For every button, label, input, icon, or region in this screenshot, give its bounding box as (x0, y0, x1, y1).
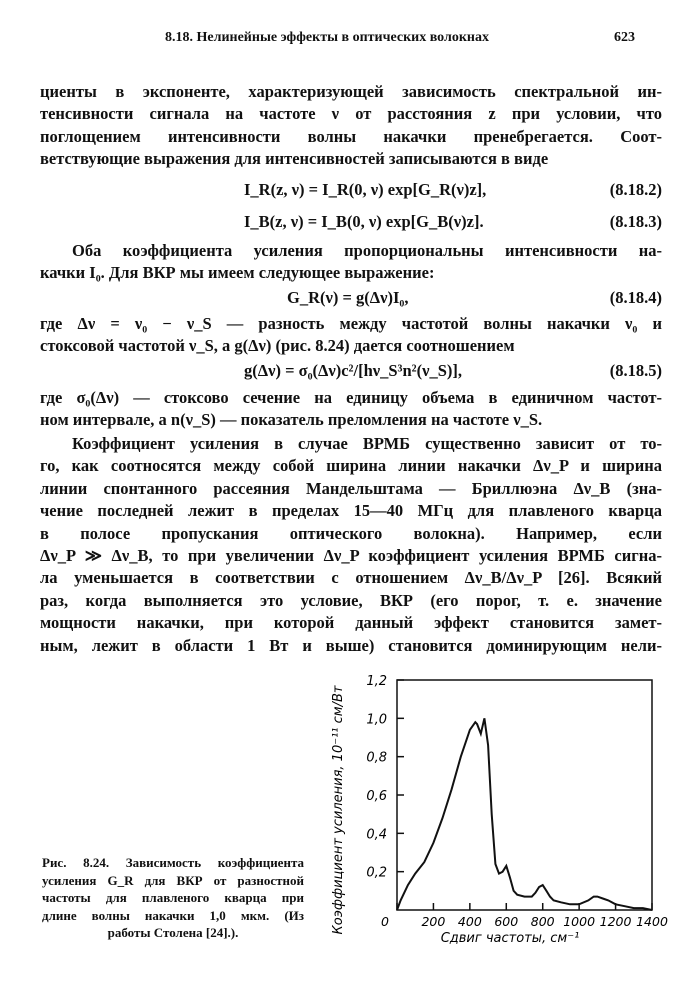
text-line: мощности накачки, при которой данный эффект становится замет- (40, 613, 662, 633)
x-tick-label: 800 (530, 914, 555, 929)
text-line: тенсивности сигнала на частоте ν от расстояния z при условии, что (40, 104, 662, 124)
caption-line: усиления G_R для ВКР от разностной (42, 872, 304, 888)
caption-line: частоты для плавленого кварца при (42, 890, 304, 905)
x-tick-label: 0 (381, 914, 389, 929)
paragraph-5 (40, 433, 662, 657)
paragraph-3 (40, 313, 662, 358)
text-line: качки I₀. Для ВКР мы имеем следующее выражение: (40, 263, 435, 283)
chart-axes (397, 680, 652, 910)
text-line: где σ₀(Δν) — стоксово сечение на единицу объема в единичном частот- (40, 388, 662, 407)
equation-number: (8.18.5) (609, 361, 662, 380)
equation-number: (8.18.2) (609, 180, 662, 199)
y-tick-label: 0,4 (366, 827, 387, 843)
equation-8-18-2: I_R(z, ν) = I_R(0, ν) exp[G_R(ν)z], (244, 180, 487, 199)
x-tick-label: 400 (457, 914, 482, 929)
text-line: Коэффициент усиления в случае ВРМБ существенно зависит от то- (72, 434, 662, 453)
text-line: Δν_P ≫ Δν_B, то при увеличении Δν_P коэффициент усиления ВРМБ сигна- (40, 546, 662, 566)
text-line: Оба коэффициента усиления пропорциональны интенсивности на- (72, 241, 662, 260)
text-line: где Δν = ν₀ − ν_S — разность между частотой волны накачки ν₀ и (40, 314, 662, 333)
text-line: линии спонтанного рассеяния Мандельштама — Бриллюэна Δν_B (зна- (40, 478, 662, 498)
chart-labels (366, 674, 668, 929)
text-line: ным, лежит в области 1 Вт и выше) становится доминирующим нели- (40, 635, 662, 655)
x-tick-label: 1000 (563, 914, 596, 929)
plot-frame (397, 680, 652, 910)
gain-curve (397, 718, 652, 910)
page-number: 623 (614, 30, 635, 45)
text-line: ветствующие выражения для интенсивностей записываются в виде (40, 149, 549, 169)
text-line: ном интервале, а n(ν_S) — показатель преломления на частоте ν_S. (40, 410, 543, 430)
equation-8-18-5: g(Δν) = σ₀(Δν)c²/[hν_S³n²(ν_S)], (244, 361, 463, 380)
text-line: ла уменьшается в соответствии с отношением Δν_B/Δν_P [26]. Всякий (40, 568, 662, 588)
text-line: го, как соотносятся между собой ширина линии накачки Δν_P и ширина (40, 456, 662, 476)
x-tick-label: 600 (494, 914, 519, 929)
chart-ticks (397, 680, 652, 910)
equation-8-18-3: I_B(z, ν) = I_B(0, ν) exp[G_B(ν)z]. (244, 212, 484, 231)
text-line: стоксовой частотой ν_S, а g(Δν) (рис. 8.24) дается соотношением (40, 336, 515, 356)
y-tick-label: 1,0 (366, 712, 387, 728)
y-axis-label: Коэффициент усиления, 10⁻¹¹ см/Вт (331, 685, 346, 935)
figure-caption (42, 854, 304, 942)
equation-number: (8.18.3) (609, 212, 662, 231)
caption-line: длине волны накачки 1,0 мкм. (Из (42, 907, 304, 923)
equation-number: (8.18.4) (609, 288, 662, 307)
text-line: циенты в экспоненте, характеризующей зависимость спектральной ин- (40, 82, 662, 101)
raman-gain-chart (320, 660, 668, 950)
x-tick-label: 1200 (599, 914, 632, 929)
equation-8-18-4: G_R(ν) = g(Δν)I₀, (287, 288, 409, 307)
paragraph-2 (40, 240, 662, 285)
y-tick-label: 0,6 (366, 789, 387, 804)
paragraph-1 (40, 81, 662, 171)
x-tick-label: 200 (421, 914, 446, 929)
y-tick-label: 1,2 (366, 674, 387, 689)
caption-line: работы Столена [24].). (107, 925, 239, 940)
text-line: раз, когда выполняется это условие, ВКР (его порог, т. е. значение (40, 590, 662, 610)
text-line: чение последней лежит в пределах 15—40 МГц для плавленого кварца (40, 501, 662, 521)
running-title: 8.18. Нелинейные эффекты в оптических волокнах (165, 30, 489, 45)
text-line: поглощением интенсивности волны накачки пренебрегается. Соот- (40, 126, 662, 146)
text-line: в полосе пропускания оптического волокна). Например, если (40, 523, 662, 543)
x-axis-label: Сдвиг частоты, см⁻¹ (440, 931, 580, 946)
x-tick-label: 1400 (636, 914, 668, 929)
caption-line: Рис. 8.24. Зависимость коэффициента (42, 855, 304, 870)
y-tick-label: 0,2 (366, 865, 387, 881)
paragraph-4 (40, 387, 662, 432)
y-tick-label: 0,8 (366, 750, 387, 766)
